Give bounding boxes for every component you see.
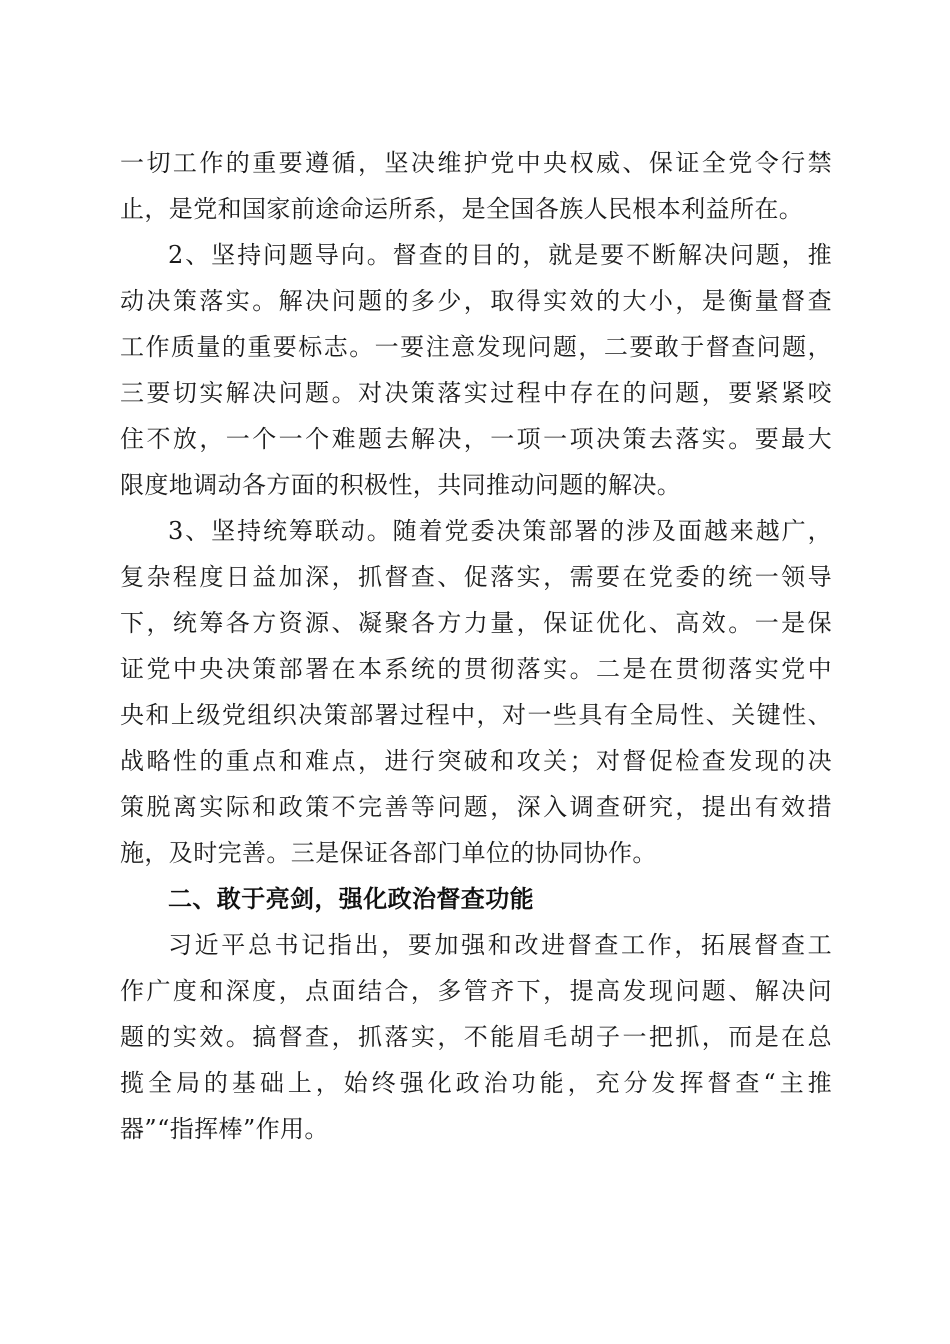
text-line: 策脱离实际和政策不完善等问题，深入调查研究，提出有效措: [120, 793, 832, 821]
text-line: 止，是党和国家前途命运所系，是全国各族人民根本利益所在。: [120, 195, 804, 223]
text-line: 2、坚持问题导向。督查的目的，就是要不断解决问题，推: [168, 241, 832, 269]
text-line: 下，统筹各方资源、凝聚各方力量，保证优化、高效。一是保: [120, 609, 832, 637]
text-line: 复杂程度日益加深，抓督查、促落实，需要在党委的统一领导: [120, 563, 832, 591]
text-line: 证党中央决策部署在本系统的贯彻落实。二是在贯彻落实党中: [120, 655, 832, 683]
document-body: [120, 140, 832, 1152]
text-line: 器”“指挥棒”作用。: [120, 1115, 329, 1143]
text-line: 作广度和深度，点面结合，多管齐下，提高发现问题、解决问: [120, 977, 832, 1005]
text-line: 战略性的重点和难点，进行突破和攻关；对督促检查发现的决: [120, 747, 832, 775]
text-line: 工作质量的重要标志。一要注意发现问题，二要敢于督查问题，: [120, 333, 832, 361]
text-line: 一切工作的重要遵循，坚决维护党中央权威、保证全党令行禁: [120, 149, 832, 177]
section-heading: 二、敢于亮剑，强化政治督查功能: [168, 885, 534, 913]
text-line: 题的实效。搞督查，抓落实，不能眉毛胡子一把抓，而是在总: [120, 1023, 832, 1051]
text-line: 住不放，一个一个难题去解决，一项一项决策去落实。要最大: [120, 425, 832, 453]
text-line: 央和上级党组织决策部署过程中，对一些具有全局性、关键性、: [120, 701, 832, 729]
text-line: 习近平总书记指出，要加强和改进督查工作，拓展督查工: [168, 931, 832, 959]
text-line: 动决策落实。解决问题的多少，取得实效的大小，是衡量督查: [120, 287, 832, 315]
text-line: 3、坚持统筹联动。随着党委决策部署的涉及面越来越广，: [168, 517, 832, 545]
text-line: 限度地调动各方面的积极性，共同推动问题的解决。: [120, 471, 682, 499]
text-line: 三要切实解决问题。对决策落实过程中存在的问题，要紧紧咬: [120, 379, 832, 407]
text-line: 揽全局的基础上，始终强化政治功能，充分发挥督查“主推: [120, 1069, 832, 1097]
text-line: 施，及时完善。三是保证各部门单位的协同协作。: [120, 839, 657, 867]
